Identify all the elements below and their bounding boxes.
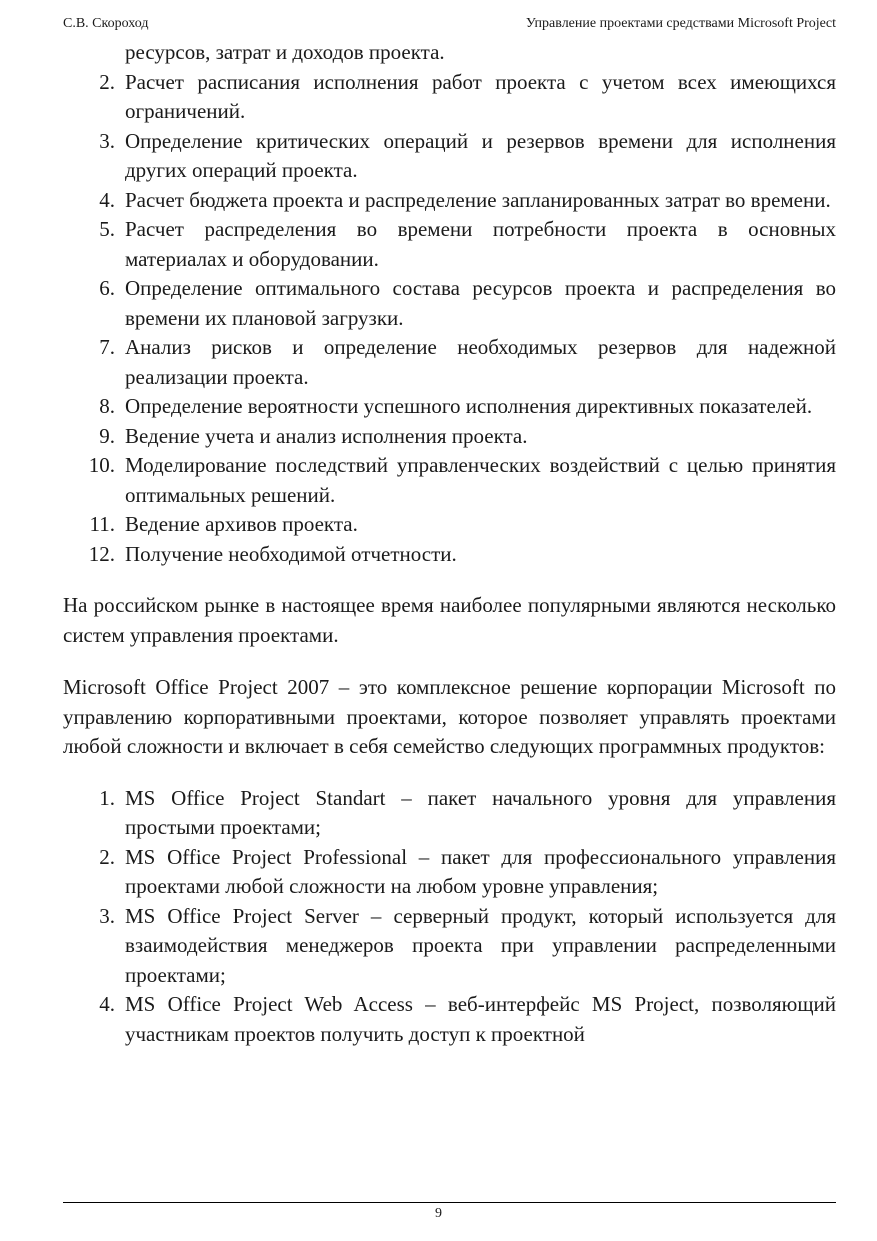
list-item: 3. Определение критических операций и резервов времени для исполнения других операций проекта. xyxy=(99,128,836,182)
products-list xyxy=(63,784,836,1050)
list-item: 12. Получение необходимой отчетности. xyxy=(88,541,457,566)
page-number: 9 xyxy=(435,1206,442,1221)
list-item: ресурсов, затрат и доходов проекта. xyxy=(125,40,445,64)
header-author: С.В. Скороход xyxy=(63,16,149,31)
list-item: 3. MS Office Project Server – серверный продукт, который используется для взаимодействия менеджеров проекта при управлении распределенными проектами; xyxy=(99,903,836,987)
list-item: 1. MS Office Project Standart – пакет начального уровня для управления простыми проектами; xyxy=(99,785,836,839)
header-title: Управление проектами средствами Microsoft Project xyxy=(525,16,836,31)
list-item: 2. Расчет расписания исполнения работ проекта с учетом всех имеющихся ограничений. xyxy=(99,69,836,123)
list-item: 7. Анализ рисков и определение необходимых резервов для надежной реализации проекта. xyxy=(99,335,836,389)
page-header xyxy=(63,16,836,36)
list-item: 2. MS Office Project Professional – пакет для профессионального управления проектами любой сложности на любом уровне управления; xyxy=(99,844,836,898)
page-content xyxy=(63,38,836,1049)
list-item: 5. Расчет распределения во времени потребности проекта в основных материалах и оборудовании. xyxy=(99,217,836,271)
list-item: 4. MS Office Project Web Access – веб-интерфейс MS Project, позволяющий участникам проектов получить доступ к проектной xyxy=(99,992,836,1046)
list-item: 11. Ведение архивов проекта. xyxy=(89,512,358,536)
list-item: 4. Расчет бюджета проекта и распределение запланированных затрат во времени. xyxy=(99,187,831,212)
paragraph-ms-project: Microsoft Office Project 2007 – это комплексное решение корпорации Microsoft по управлению корпоративными проектами, которое позволяет управлять проектами любой сложности и включает в себя семейство следующих программных продуктов: xyxy=(63,675,836,758)
list-item: 9. Ведение учета и анализ исполнения проекта. xyxy=(99,423,528,448)
footer-divider xyxy=(63,1202,836,1203)
list-item: 10. Моделирование последствий управленческих воздействий с целью принятия оптимальных решений. xyxy=(88,453,836,507)
paragraph-russian-market: На российском рынке в настоящее время наиболее популярными являются несколько систем управления проектами. xyxy=(63,593,836,647)
list-item: 8. Определение вероятности успешного исполнения директивных показателей. xyxy=(99,394,813,418)
list-item: 6. Определение оптимального состава ресурсов проекта и распределения во времени их плановой загрузки. xyxy=(99,276,836,330)
tasks-list xyxy=(63,38,836,569)
